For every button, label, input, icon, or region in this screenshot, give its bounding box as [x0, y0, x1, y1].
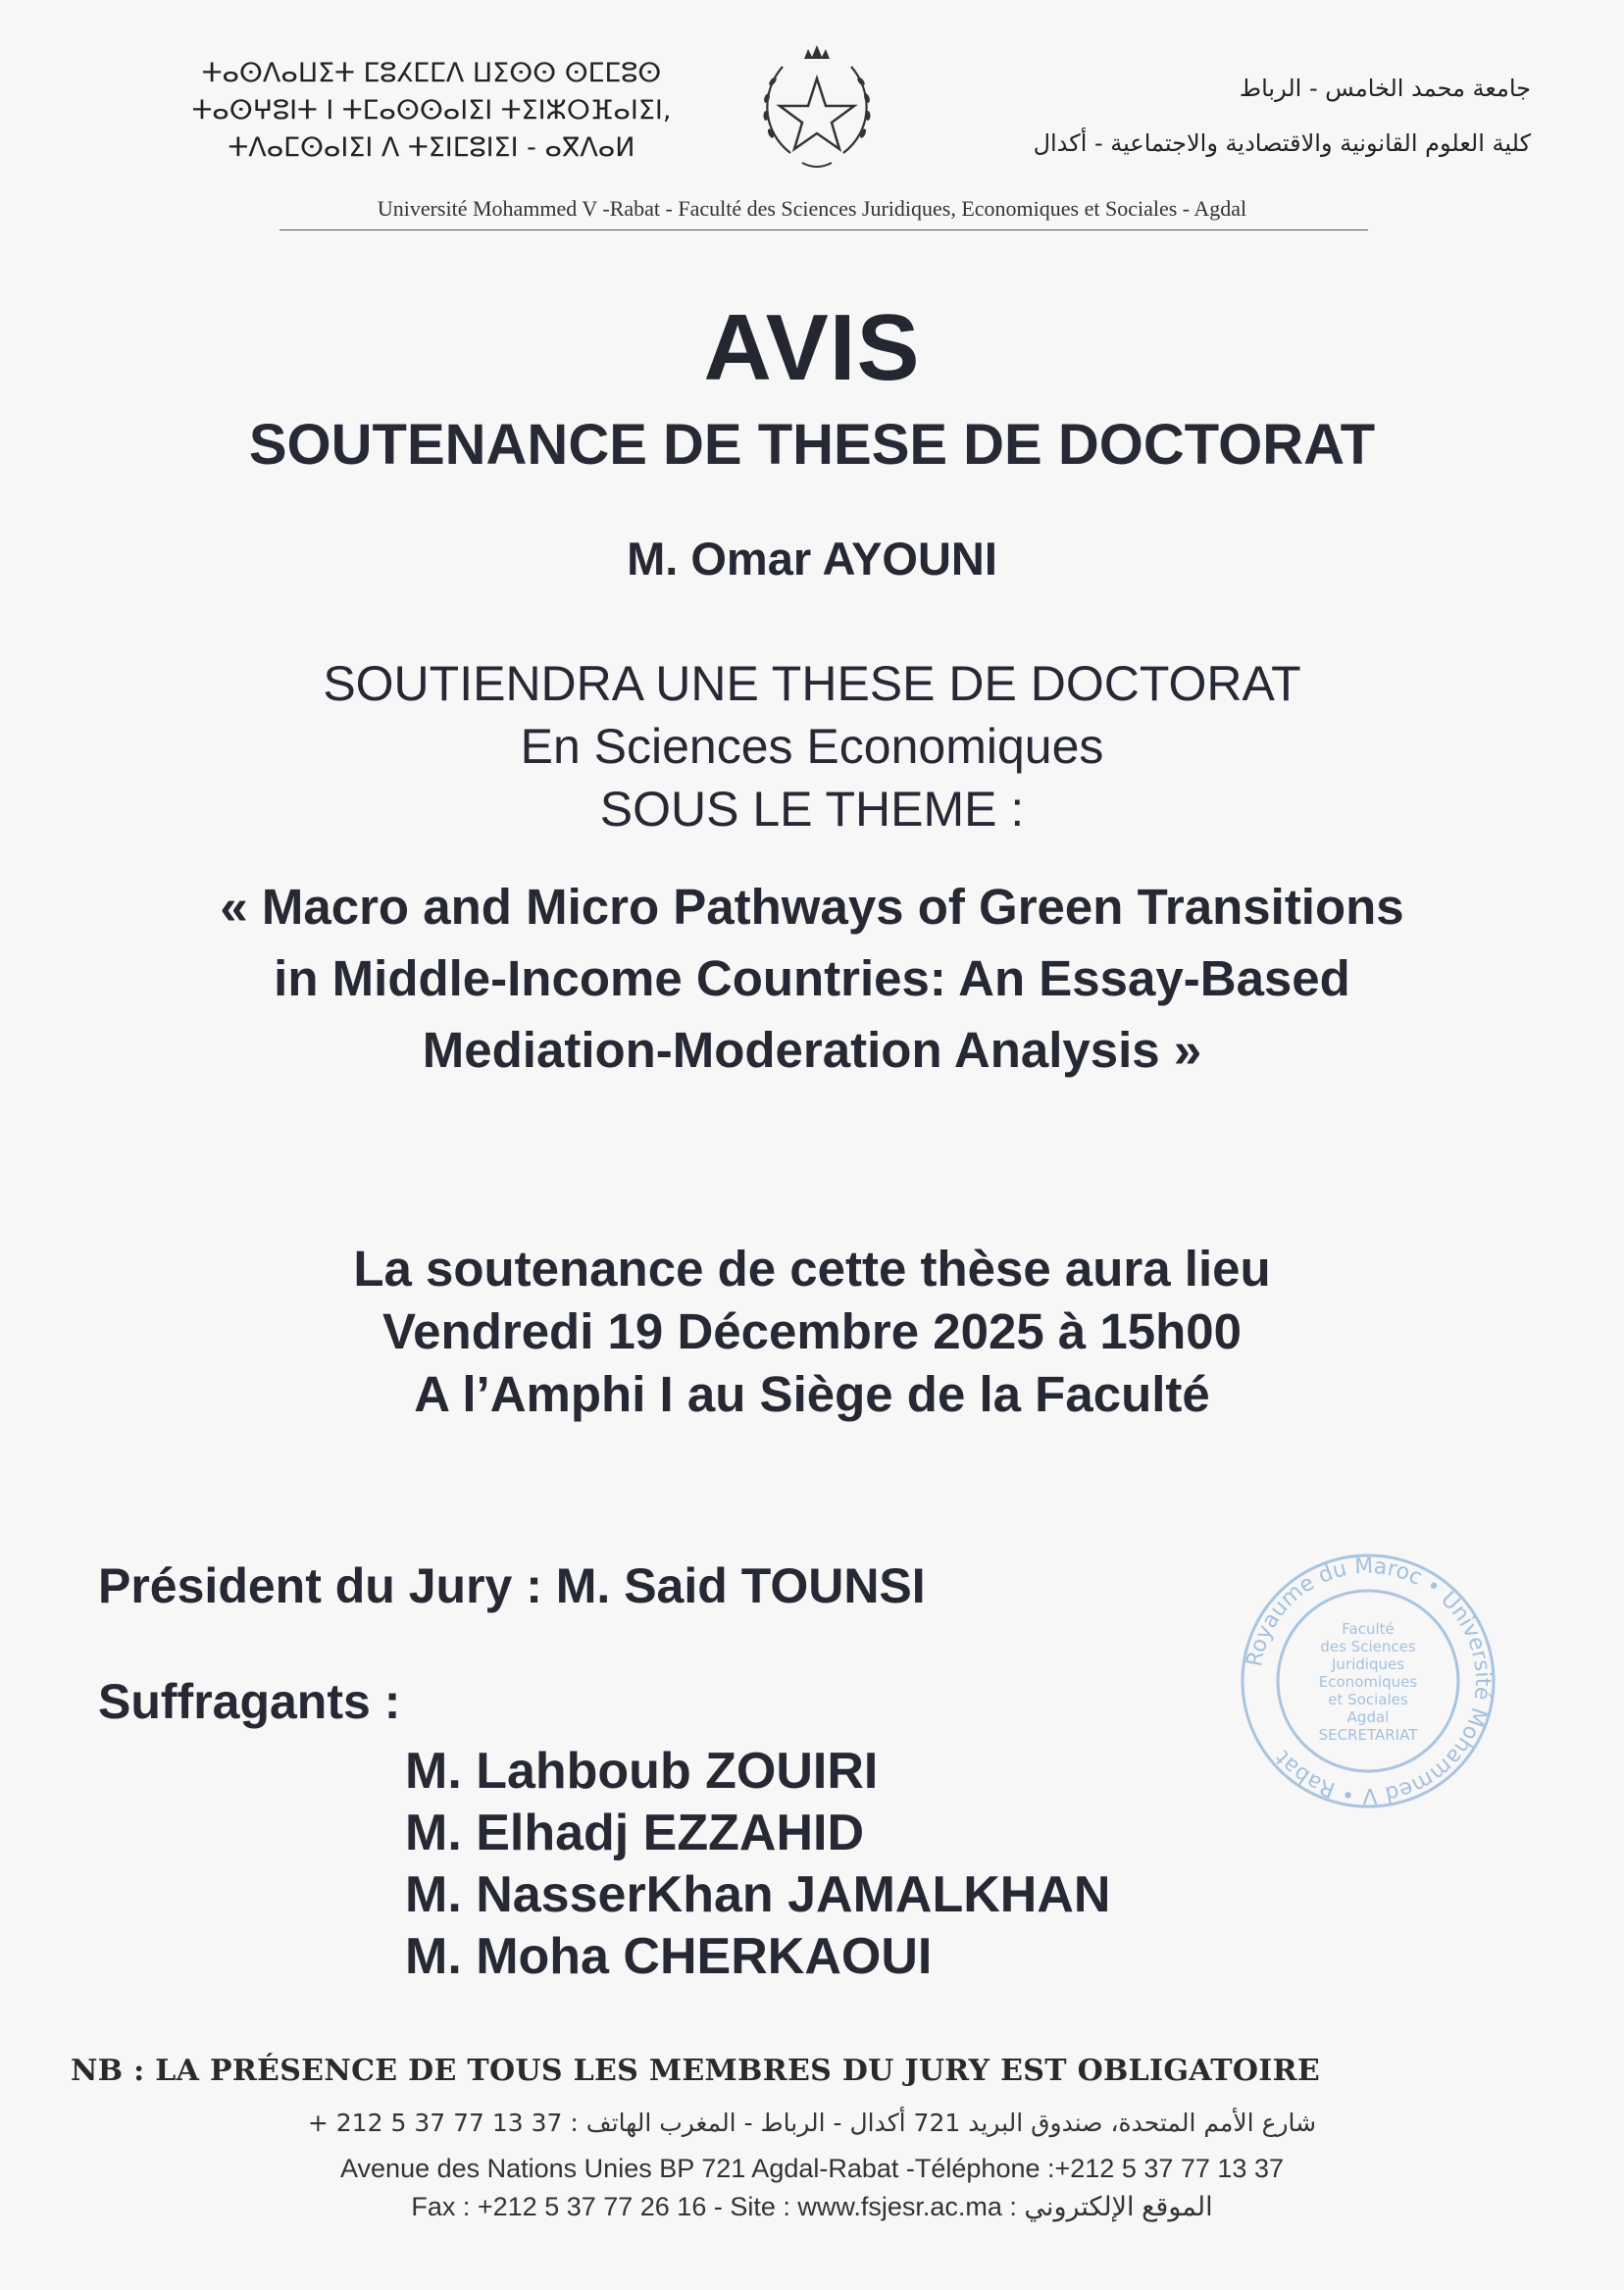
kingdom-emblem-icon [743, 37, 890, 175]
faculty-stamp [1231, 1544, 1505, 1818]
svg-text:et Sociales: et Sociales [1328, 1691, 1408, 1708]
address-french: Avenue des Nations Unies BP 721 Agdal-Rabat -Téléphone :+212 5 37 77 13 37 [340, 2154, 1284, 2183]
jury-member: M. NasserKhan JAMALKHAN [405, 1866, 1111, 1923]
notice-title: AVIS [703, 295, 921, 400]
svg-text:Royaume du Maroc • Université: Royaume du Maroc • Université Mohammed V • Rabat [1242, 1553, 1496, 1808]
notice-subtitle: SOUTENANCE DE THESE DE DOCTORAT [248, 413, 1376, 477]
announcement-line-2: En Sciences Economiques [520, 719, 1104, 774]
theme-line-3: Mediation-Moderation Analysis » [422, 1022, 1202, 1078]
announcement-line-1: SOUTIENDRA UNE THESE DE DOCTORAT [323, 656, 1301, 711]
announcement [0, 652, 1624, 840]
suffragants-list [405, 1741, 1110, 1988]
fax-and-website: Fax : +212 5 37 77 26 16 - Site : www.fsjesr.ac.ma : الموقع الإلكتروني [411, 2192, 1213, 2221]
attendance-note: NB : LA PRÉSENCE DE TOUS LES MEMBRES DU JURY EST OBLIGATOIRE [71, 2054, 1321, 2088]
theme-line-2: in Middle-Income Countries: An Essay-Based [274, 950, 1350, 1006]
svg-text:Agdal: Agdal [1346, 1708, 1390, 1726]
jury-president: Président du Jury : M. Said TOUNSI [98, 1558, 926, 1613]
details-date: Vendredi 19 Décembre 2025 à 15h00 [381, 1303, 1243, 1359]
announcement-line-3: SOUS LE THEME : [599, 782, 1025, 837]
tifinagh-university-name: ⵜⴰⵙⴷⴰⵡⵉⵜ ⵎⵓⵃⵎⵎⴷ ⵡⵉⵙⵙ ⵙⵎⵎⵓⵙ ⵜⴰⵙⵖⵓⵏⵜ ⵏ ⵜⵎⴰⵙⵙⴰⵏⵉⵏ ⵜⵉⵏⵣⵔⴼⴰⵏⵉⵏ, ⵜⴷⴰⵎⵙⴰⵏⵉⵏ ⴷ ⵜⵉⵏⵎⵓⵏⵉⵏ - ⴰⴳⴷⴰⵍ [191, 58, 672, 163]
theme-line-1: « Macro and Micro Pathways of Green Transitions [220, 879, 1404, 935]
svg-text:Juridiques: Juridiques [1331, 1655, 1405, 1673]
svg-text:Faculté: Faculté [1342, 1620, 1395, 1638]
jury-member: M. Lahboub ZOUIRI [405, 1743, 879, 1800]
header-divider [279, 229, 1368, 230]
thesis-theme [0, 871, 1624, 1086]
svg-text:Economiques: Economiques [1318, 1673, 1418, 1691]
jury-member: M. Elhadj EZZAHID [405, 1805, 864, 1861]
details-location: A l’Amphi I au Siège de la Faculté [414, 1366, 1210, 1422]
candidate-name: M. Omar AYOUNI [627, 533, 997, 585]
svg-text:SECRETARIAT: SECRETARIAT [1318, 1726, 1418, 1744]
address-arabic: شارع الأمم المتحدة، صندوق البريد 721 أكدال - الرباط - المغرب الهاتف : 37 13 77 37 5 212 + [307, 2109, 1317, 2137]
university-line: Université Mohammed V -Rabat - Faculté des Sciences Juridiques, Economiques et Sociales - Agdal [377, 196, 1247, 221]
arabic-university-name: جامعة محمد الخامس - الرباط كلية العلوم القانونية والاقتصادية والاجتماعية - أكدال [1033, 75, 1531, 157]
details-line-1: La soutenance de cette thèse aura lieu [353, 1241, 1271, 1297]
suffragants-label: Suffragants : [98, 1674, 401, 1729]
jury-member: M. Moha CHERKAOUI [405, 1928, 933, 1985]
defense-details [0, 1238, 1624, 1426]
svg-text:des Sciences: des Sciences [1320, 1638, 1416, 1655]
